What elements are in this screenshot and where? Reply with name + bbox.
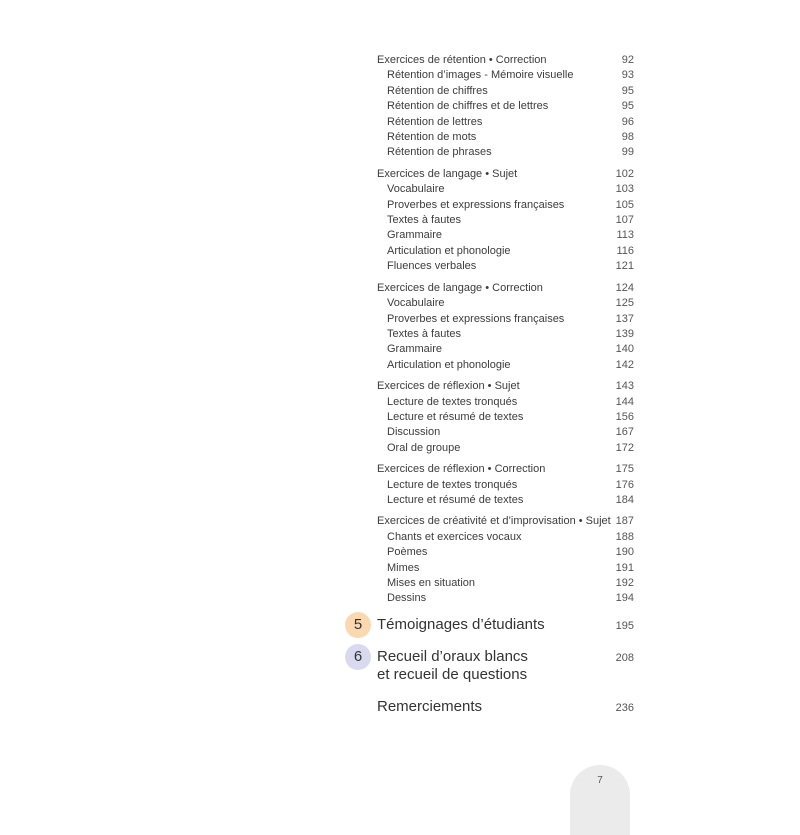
toc-entry-label: Textes à fautes	[387, 327, 461, 340]
toc-entry[interactable]	[377, 130, 634, 145]
toc-entry-label: Proverbes et expressions françaises	[387, 198, 565, 211]
toc-entry-page: 95	[621, 100, 634, 113]
chapter-page: 195	[615, 620, 634, 632]
chapter-title-line: Témoignages d’étudiants	[377, 616, 545, 633]
toc-entry-label: Proverbes et expressions françaises	[387, 312, 565, 325]
chapter-entry[interactable]	[345, 694, 634, 720]
toc-heading-label: Exercices de réflexion • Correction	[377, 463, 546, 476]
toc-entry[interactable]	[377, 576, 634, 591]
toc-entry[interactable]	[377, 182, 634, 197]
toc-entry-label: Vocabulaire	[387, 183, 445, 196]
toc-section	[377, 462, 634, 508]
toc-entry-label: Articulation et phonologie	[387, 358, 511, 371]
toc-entry-page: 167	[615, 426, 634, 439]
toc-section-heading[interactable]	[377, 53, 634, 68]
toc-heading-label: Exercices de rétention • Correction	[377, 54, 547, 66]
toc-entry-page: 137	[615, 312, 634, 325]
toc-entry-page: 98	[621, 131, 634, 144]
toc-entry-label: Rétention de phrases	[387, 146, 492, 159]
toc-entry-page: 139	[615, 327, 634, 340]
toc-entry[interactable]	[377, 561, 634, 576]
chapter-title-line: Remerciements	[377, 698, 483, 715]
toc-entry-label: Grammaire	[387, 229, 443, 242]
toc-entry-page: 93	[621, 69, 634, 82]
toc-entry-label: Mises en situation	[387, 577, 476, 589]
toc-entry-label: Dessins	[387, 592, 427, 605]
toc-entry[interactable]	[377, 115, 634, 130]
toc-entry[interactable]	[377, 259, 634, 274]
toc-section	[377, 281, 634, 373]
toc-entry-page: 99	[621, 146, 634, 159]
toc-entry-page: 191	[615, 561, 634, 574]
toc-entry-page: 194	[615, 592, 634, 605]
chapter-number-badge: 5	[345, 612, 371, 638]
toc-entry-page: 113	[616, 229, 634, 242]
toc-entry-label: Rétention de lettres	[387, 115, 483, 128]
toc-section-heading[interactable]	[377, 462, 634, 477]
chapter-title	[377, 644, 616, 684]
toc-entry[interactable]	[377, 530, 634, 545]
toc-section-heading[interactable]	[377, 379, 634, 394]
toc-entry-label: Rétention d’images - Mémoire visuelle	[387, 69, 574, 82]
toc-heading-page: 143	[615, 380, 634, 393]
toc-entry[interactable]	[377, 296, 634, 311]
toc-entry-page: 125	[615, 297, 634, 310]
toc-entry-page: 142	[615, 358, 634, 371]
toc-entry-label: Textes à fautes	[387, 214, 461, 227]
toc-heading-page: 102	[615, 167, 634, 180]
toc-entry-label: Vocabulaire	[387, 297, 445, 310]
toc-entry-label: Rétention de chiffres	[387, 84, 488, 97]
toc-entry-page: 105	[615, 198, 634, 211]
toc-entry-page: 188	[615, 530, 634, 543]
toc-entry-page: 107	[615, 214, 634, 227]
toc-entry-label: Grammaire	[387, 343, 443, 356]
toc-entry-label: Chants et exercices vocaux	[387, 530, 522, 543]
toc-entry[interactable]	[377, 68, 634, 83]
toc-entry[interactable]	[377, 478, 634, 493]
toc-entry-label: Mimes	[387, 561, 420, 574]
toc-entry[interactable]	[377, 342, 634, 357]
chapter-page: 208	[615, 652, 634, 664]
toc-entry[interactable]	[377, 441, 634, 456]
toc-entry-label: Rétention de chiffres et de lettres	[387, 100, 549, 113]
toc-entry[interactable]	[377, 395, 634, 410]
chapter-title	[377, 694, 616, 716]
toc-entry-page: 172	[615, 441, 634, 454]
toc-heading-page: 175	[615, 463, 634, 476]
toc-entry[interactable]	[377, 198, 634, 213]
toc-heading-page: 124	[615, 281, 634, 294]
toc-entry[interactable]	[377, 244, 634, 259]
toc-heading-label: Exercices de créativité et d’improvisation • Sujet	[377, 515, 611, 528]
toc-entry-page: 140	[615, 343, 634, 356]
chapter-entry[interactable]	[345, 612, 634, 638]
toc-entry-label: Poèmes	[387, 546, 428, 559]
toc-entry[interactable]	[377, 425, 634, 440]
toc-entry-page: 121	[615, 260, 634, 273]
toc-entry-page: 190	[615, 546, 634, 559]
toc-entry[interactable]	[377, 591, 634, 606]
toc-section-heading[interactable]	[377, 514, 634, 529]
toc-entry[interactable]	[377, 228, 634, 243]
toc-entry[interactable]	[377, 145, 634, 160]
toc-heading-label: Exercices de langage • Correction	[377, 281, 543, 294]
toc-entry-label: Rétention de mots	[387, 131, 477, 144]
chapter-title-line: Recueil d’oraux blancs	[377, 648, 528, 665]
toc-entry-page: 156	[615, 410, 634, 423]
toc-heading-page: 187	[615, 515, 634, 528]
toc-entry-label: Fluences verbales	[387, 260, 477, 273]
page-number-tab	[570, 765, 630, 835]
chapter-page: 236	[615, 702, 634, 714]
toc-entry-page: 144	[615, 395, 634, 408]
toc-entry-label: Oral de groupe	[387, 441, 461, 454]
chapter-title-line: et recueil de questions	[377, 666, 528, 683]
toc-entry-label: Lecture et résumé de textes	[387, 493, 524, 506]
chapter-number-badge: 6	[345, 644, 371, 670]
toc-entry[interactable]	[377, 312, 634, 327]
toc-entry[interactable]	[377, 213, 634, 228]
toc-entry-label: Lecture de textes tronqués	[387, 478, 518, 491]
toc-entry[interactable]	[377, 84, 634, 99]
toc-section-heading[interactable]	[377, 167, 634, 182]
toc-section	[377, 53, 634, 161]
toc-entry-label: Lecture de textes tronqués	[387, 395, 518, 408]
table-of-contents	[377, 53, 634, 613]
toc-section-heading[interactable]	[377, 281, 634, 296]
toc-entry-label: Lecture et résumé de textes	[387, 410, 524, 423]
toc-entry-page: 184	[615, 493, 634, 506]
toc-section	[377, 379, 634, 456]
toc-entry[interactable]	[377, 99, 634, 114]
toc-entry-page: 116	[616, 244, 634, 257]
toc-heading-page: 92	[621, 54, 634, 66]
toc-entry[interactable]	[377, 358, 634, 373]
toc-heading-label: Exercices de réflexion • Sujet	[377, 380, 520, 393]
toc-entry-page: 176	[615, 478, 634, 491]
page-number: 7	[597, 775, 603, 786]
toc-entry-label: Discussion	[387, 426, 441, 439]
toc-heading-label: Exercices de langage • Sujet	[377, 167, 518, 180]
chapter-title	[377, 612, 616, 634]
toc-entry-page: 95	[621, 84, 634, 97]
toc-entry-page: 192	[615, 577, 634, 589]
toc-entry[interactable]	[377, 545, 634, 560]
toc-entry-page: 103	[615, 183, 634, 196]
chapter-entry[interactable]	[345, 644, 634, 684]
toc-section	[377, 514, 634, 606]
chapter-number-badge	[345, 694, 371, 720]
toc-entry[interactable]	[377, 327, 634, 342]
toc-entry-label: Articulation et phonologie	[387, 244, 511, 257]
toc-entry[interactable]	[377, 493, 634, 508]
toc-entry[interactable]	[377, 410, 634, 425]
toc-entry-page: 96	[621, 115, 634, 128]
toc-section	[377, 167, 634, 275]
